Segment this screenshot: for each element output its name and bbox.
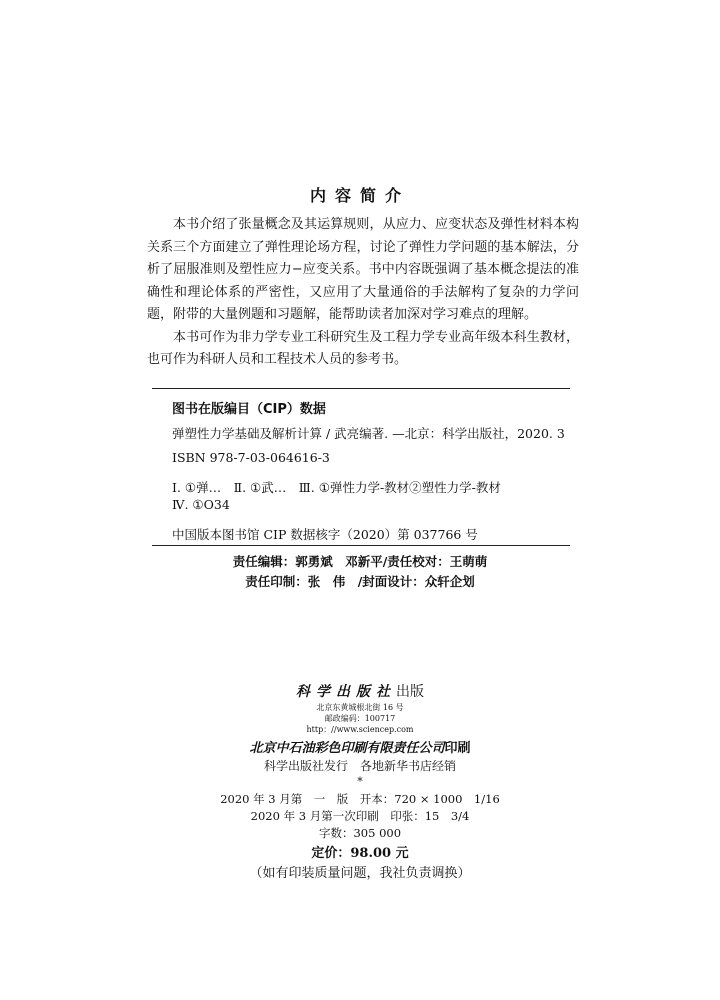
price: 定价：98.00 元 [311,846,409,861]
cip-isbn: ISBN 978-7-03-064616-3 [172,450,330,465]
distribution-line: 科学出版社发行 各地新华书店经销 [263,759,456,773]
publisher-suffix: 出版 [396,684,424,700]
editor-line: 责任编辑：郭勇斌 邓新平/责任校对：王萌萌 [232,554,488,569]
production-line: 责任印制：张 伟 /封面设计：众轩企划 [245,574,475,589]
cip-classification: Ⅰ. ①弹… Ⅱ. ①武… Ⅲ. ①弹性力学-教材②塑性力学-教材 [172,480,501,495]
cip-title-line: 弹塑性力学基础及解析计算 / 武亮编著. —北京：科学出版社，2020. 3 [172,426,565,441]
summary-body [147,214,579,372]
cip-top-divider [152,388,570,389]
publisher-url: http：//www.sciencep.com [306,725,414,734]
publisher-name [0,681,720,701]
printer-line [0,737,720,756]
word-count: 字数：305 000 [318,826,402,840]
cip-data-number: 中国版本图书馆 CIP 数据核字（2020）第 037766 号 [172,527,478,542]
summary-paragraph: 本书可作为非力学专业工科研究生及工程力学专业高年级本科生教材，也可作为科研人员和工程技术人员的参考书。 [147,329,579,367]
publisher-address: 北京东黄城根北街 16 号 [316,703,404,712]
cip-bottom-divider [152,545,570,546]
cip-heading: 图书在版编目（CIP）数据 [172,402,326,417]
summary-title: 内容简介 [309,186,410,205]
publisher-postcode: 邮政编码：100717 [324,714,396,723]
summary-paragraph: 本书介绍了张量概念及其运算规则，从应力、应变状态及弹性材料本构关系三个方面建立了弹性理论场方程，讨论了弹性力学问题的基本解法，分析了屈服准则及塑性应力−应变关系。书中内容既强调了基本概念提法的准确性和理论体系的严密性，又应用了大量通俗的手法解构了复杂的力学问题，附带的大量例题和习题解，能帮助读者加深对学习难点的理解。 [147,217,579,322]
edition-line: 2020 年 3 月第 一 版 开本：720 × 1000 1/16 [220,792,500,806]
printer-suffix: 印刷 [444,741,471,756]
cip-classification-cont: Ⅳ. ①O34 [172,497,230,512]
quality-notice: （如有印装质量问题，我社负责调换） [249,866,471,881]
printer-name: 北京中石油彩色印刷有限责任公司 [249,741,445,756]
printing-line: 2020 年 3 月第一次印刷 印张：15 3/4 [250,809,470,823]
publisher-logo-text: 科学出版社 [296,684,396,700]
separator-star: * [357,775,363,788]
